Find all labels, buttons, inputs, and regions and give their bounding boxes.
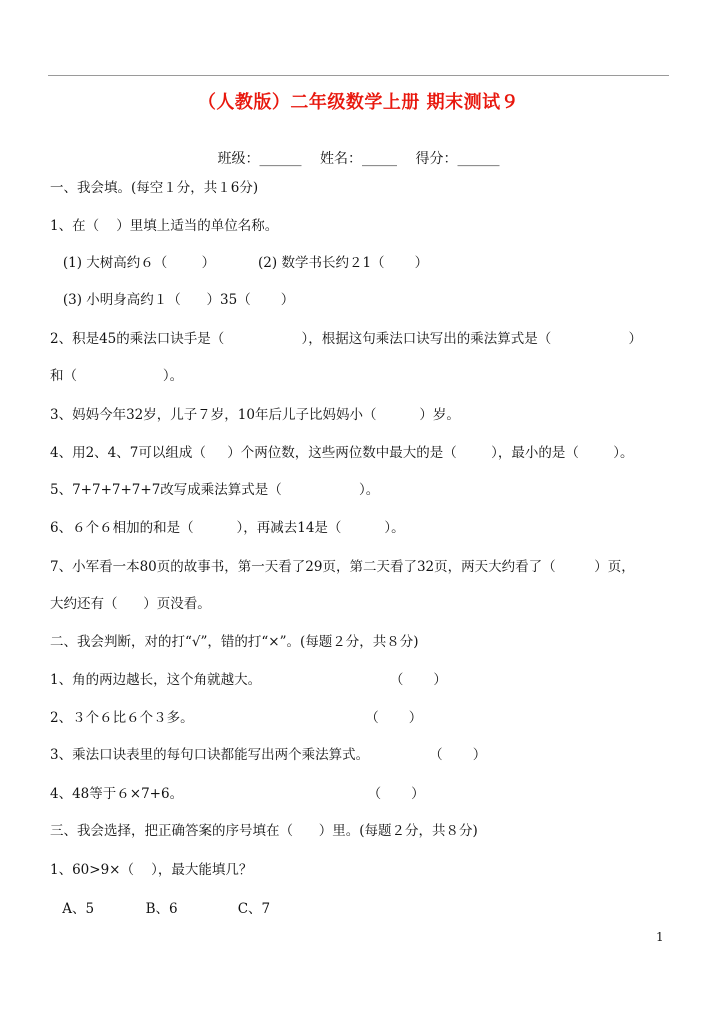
- question-2-2: 2、３个６比６个３多。 （ ）: [50, 710, 423, 726]
- question-2-1: 1、角的两边越长，这个角就越大。 （ ）: [50, 672, 447, 688]
- section-2-heading: 二、我会判断，对的打“√”，错的打“×”。(每题２分，共８分): [50, 634, 419, 650]
- question-3-1: 1、60>9×（ ），最大能填几？: [50, 862, 253, 878]
- question-1-1-parts-b: (3) 小明身高约１（ ）35（ ）: [50, 292, 295, 308]
- question-1-3: 3、妈妈今年32岁，儿子７岁，10年后儿子比妈妈小（ ）岁。: [50, 407, 460, 423]
- question-1-1: 1、在（ ）里填上适当的单位名称。: [50, 218, 279, 234]
- question-2-3: 3、乘法口诀表里的每句口诀都能写出两个乘法算式。 （ ）: [50, 747, 487, 763]
- question-1-5: 5、7+7+7+7+7改写成乘法算式是（ ）。: [50, 482, 380, 498]
- class-blank: ______: [259, 151, 302, 167]
- name-blank: _____: [362, 151, 397, 167]
- page-title: （人教版）二年级数学上册 期末测试９: [197, 92, 520, 113]
- question-1-4: 4、用2、4、7可以组成（ ）个两位数，这些两位数中最大的是（ ），最小的是（ ）。: [50, 445, 634, 461]
- score-blank: ______: [457, 151, 500, 167]
- name-label: 姓名：: [320, 151, 362, 167]
- question-1-1-parts-a: (1) 大树高约６（ ） (2) 数学书长约２1（ ）: [50, 255, 429, 271]
- header-rule: [48, 75, 669, 76]
- question-2-4: 4、48等于６×7+6。 （ ）: [50, 786, 425, 802]
- question-1-6: 6、６个６相加的和是（ ），再减去14是（ ）。: [50, 520, 405, 536]
- question-1-7: 7、小军看一本80页的故事书，第一天看了29页，第二天看了32页，两天大约看了（ ）页，: [50, 559, 635, 575]
- page-number: 1: [656, 930, 664, 944]
- class-label: 班级：: [217, 151, 260, 167]
- question-1-2: 2、积是45的乘法口诀手是（ ），根据这句乘法口诀写出的乘法算式是（ ）: [50, 331, 643, 347]
- question-3-1-options: A、5 B、6 C、7: [58, 901, 271, 917]
- section-3-heading: 三、我会选择，把正确答案的序号填在（ ）里。(每题２分，共８分): [50, 823, 478, 839]
- question-1-7-cont: 大约还有（ ）页没看。: [50, 596, 211, 612]
- score-label: 得分：: [415, 151, 458, 167]
- question-1-2-cont: 和（ ）。: [50, 368, 184, 384]
- section-1-heading: 一、我会填。(每空１分，共１6分): [50, 180, 259, 196]
- student-info: [0, 148, 717, 168]
